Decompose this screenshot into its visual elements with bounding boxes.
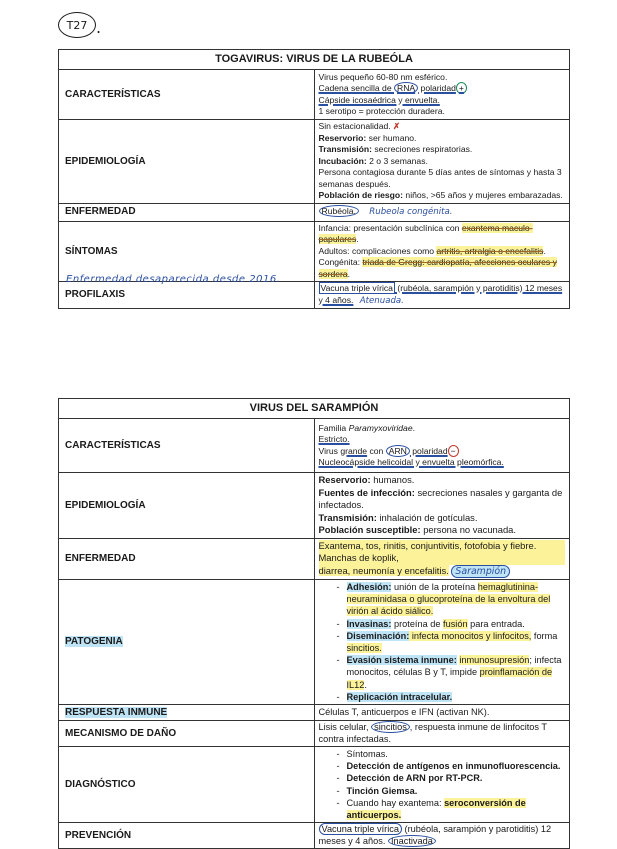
sar-patogenia-label-text: PATOGENIA [65, 636, 123, 648]
rubeola-enfermedad-value: Rubéola. [319, 205, 359, 217]
sar-arn-circled: ARN [386, 445, 410, 457]
sar-pat-text: para entrada. [467, 618, 525, 629]
sar-diag-bullet-2 [319, 760, 566, 772]
sar-mec-text: Lisis celular, [318, 722, 372, 733]
sar-inactivada-circled: Inactivada [388, 835, 436, 847]
sar-pat-text: ; infecta monocitos, células B y T, impide [346, 655, 562, 678]
rubeola-profilaxis-cell [314, 282, 570, 309]
sar-car-text: Familia [318, 422, 349, 433]
rubeola-table [58, 49, 570, 309]
sar-pat-text: forma [531, 630, 558, 641]
page-tag [58, 12, 96, 38]
sar-prev-text: (rubéola, sarampión y parotiditis) 12 meses y 4 años. [318, 824, 552, 846]
handwritten-note: Enfermedad desaparecida desde 2016. [66, 274, 281, 285]
rubeola-sint-highlight: exantema maculo-papulares [318, 222, 533, 244]
rubeola-rna-circled: RNA [394, 82, 418, 94]
sar-car-line-3 [319, 446, 566, 458]
sarampion-respuesta-label [59, 705, 315, 721]
sar-pat-key: Adhesión: [346, 582, 392, 592]
rubeola-sint-text: . [347, 268, 351, 279]
rubeola-car-text: Cadena sencilla de [318, 83, 394, 93]
sar-pat-highlight: hemaglutinina-neuraminidasa o glucoproteína de la envoltura del virión al ácido siálico. [346, 582, 551, 617]
sarampion-diagnostico-cell [314, 747, 570, 823]
sar-pat-key: Invasinas: [346, 618, 392, 629]
sar-diag-bullet-4 [319, 785, 566, 797]
sarampion-mecanismo-cell [314, 721, 570, 747]
rubeola-car-line-1: Virus pequeño 60-80 nm esférico. [318, 71, 448, 82]
rubeola-epi-value: secreciones respiratorias. [371, 144, 473, 154]
rubeola-epi-line-1 [319, 121, 566, 133]
sar-epi-line-1 [319, 474, 566, 487]
sar-car-text: Virus [318, 445, 341, 456]
rubeola-car-line-4: 1 serotipo = protección duradera. [318, 106, 445, 116]
rubeola-sintomas-cell [314, 221, 570, 282]
rubeola-sint-text: Adultos: complicaciones como [318, 245, 437, 256]
sar-epi-value: inhalación de gotículas. [376, 511, 478, 523]
sar-pat-key: Evasión sistema inmune: [346, 655, 457, 666]
sar-pat-bullet-1 [319, 581, 566, 618]
sar-pat-highlight: inmunosupresión [459, 655, 530, 666]
rubeola-polaridad: polaridad [418, 83, 456, 93]
sar-car-line-4: Nucleocápside helicoidal y envuelta pleomórfica. [318, 457, 504, 467]
sar-car-polaridad: polaridad [409, 445, 448, 456]
sarampion-diagnostico-label: DIAGNÓSTICO [59, 747, 315, 823]
rubeola-epi-value: niños, >65 años y mujeres embarazadas. [403, 190, 563, 200]
sar-polaridad-sign: − [448, 445, 459, 457]
sarampion-table [58, 398, 570, 849]
rubeola-epi-value: ser humano. [366, 132, 417, 143]
sar-diag-highlight: seroconversión de anticuerpos. [346, 797, 526, 821]
sar-enf-line-2 [319, 565, 566, 579]
sar-pat-highlight: proinflamación de IL12 [346, 667, 553, 690]
rubeola-profilaxis-label: PROFILAXIS [59, 282, 315, 309]
sar-diag-bullet-5 [319, 797, 566, 821]
sarampion-mecanismo-label: MECANISMO DE DAÑO [59, 721, 315, 747]
sar-pat-key: Diseminación: [346, 630, 410, 641]
rubeola-vacuna-boxed: Vacuna triple vírica [320, 283, 393, 293]
rubeola-sint-text: . [356, 234, 359, 244]
sar-mec-text: , respuesta inmune de linfocitos T contra infectadas. [318, 722, 547, 744]
rubeola-epi-line-6 [319, 190, 566, 202]
sar-epi-key: Población susceptible: [318, 524, 421, 535]
sar-car-estricto: Estricto. [318, 434, 350, 444]
sar-pat-key: Replicación intracelular. [346, 691, 453, 702]
sar-pat-text: proteína de [391, 618, 444, 629]
rubeola-sint-highlight: triada de Gregg: cardiopatía, afecciones oculares y sordera [318, 257, 557, 279]
sarampion-enfermedad-label: ENFERMEDAD [59, 538, 315, 580]
rubeola-sint-text: . [543, 245, 546, 256]
sar-enf-line-1: Exantema, tos, rinitis, conjuntivitis, fotofobia y fiebre. Manchas de koplik, [319, 540, 566, 565]
rubeola-car-line-3: Cápside icosaédrica y envuelta. [318, 94, 440, 105]
sarampion-epidemiologia-cell [314, 473, 570, 539]
sar-epi-key: Fuentes de infección: [318, 486, 415, 498]
rubeola-epi-line-3 [319, 144, 566, 156]
sar-diag-text: Detección de ARN por RT-PCR. [346, 773, 483, 784]
sarampion-caracteristicas-label: CARACTERÍSTICAS [59, 419, 315, 473]
sar-diag-bullet-3 [319, 772, 566, 784]
sar-epi-line-3 [319, 512, 566, 525]
sarampion-patogenia-cell [314, 580, 570, 705]
page-tag-text: T27 [66, 18, 88, 32]
page-tag-dot: . [96, 18, 102, 37]
sar-car-text: . [412, 422, 415, 433]
sar-respuesta-label-text: RESPUESTA INMUNE [65, 706, 168, 718]
rubeola-epi-line-5: Persona contagiosa durante 5 días antes de síntomas y hasta 3 semanas después. [318, 167, 562, 189]
rubeola-sint-text: Infancia: presentación subclínica con [318, 222, 462, 233]
rubeola-epidemiologia-cell [314, 120, 570, 204]
sar-car-line-2 [319, 434, 566, 446]
sar-pat-bullet-2 [319, 618, 566, 630]
rubeola-car-line-2 [319, 83, 566, 95]
sarampion-prevencion-cell [314, 823, 570, 849]
rubeola-polaridad-sign: + [456, 82, 467, 94]
rubeola-caracteristicas-label: CARACTERÍSTICAS [59, 70, 315, 120]
sar-pat-text: unión de la proteína [391, 582, 478, 592]
sar-pat-bullet-5 [319, 691, 566, 703]
sar-car-grande: grande [340, 445, 368, 456]
rubeola-profilaxis-text: (rubéola, sarampión y parotiditis) 12 meses y 4 años. [318, 283, 563, 305]
sar-pat-highlight: infecta monocitos y linfocitos, [409, 630, 532, 641]
rubeola-epi-key: Reservorio: [318, 132, 367, 143]
rubeola-sint-line-1 [319, 223, 566, 246]
sarampion-title: VIRUS DEL SARAMPIÓN [59, 399, 570, 419]
rubeola-epi-line-4 [319, 156, 566, 168]
sar-handwritten-sarampion: Sarampión [451, 565, 510, 578]
cross-mark-icon: ✗ [393, 121, 401, 131]
sar-pat-highlight: sincitios. [346, 643, 382, 654]
rubeola-enfermedad-label: ENFERMEDAD [59, 203, 315, 221]
rubeola-epi-line-2 [319, 133, 566, 145]
sarampion-enfermedad-cell [314, 538, 570, 580]
sarampion-patogenia-label [59, 580, 315, 705]
rubeola-title: TOGAVIRUS: VIRUS DE LA RUBEÓLA [59, 50, 570, 70]
rubeola-epi-value: 2 o 3 semanas. [366, 155, 428, 166]
sar-diag-text: Detección de antígenos en inmunofluorescencia. [346, 761, 561, 772]
sar-car-line-1 [319, 423, 566, 435]
rubeola-sint-text: Congénita: [318, 257, 363, 267]
rubeola-caracteristicas-cell [314, 70, 570, 120]
sar-epi-key: Reservorio: [318, 474, 371, 485]
sar-car-text: con [367, 445, 386, 456]
sar-pat-bullet-4 [319, 654, 566, 691]
sarampion-caracteristicas-cell [314, 419, 570, 473]
sar-pat-bullet-3 [319, 630, 566, 654]
sar-enf-text: diarrea, neumonía y encefalitis. [318, 564, 449, 576]
rubeola-handwritten-congenita: Rubeola congénita. [369, 206, 453, 217]
rubeola-epi-key: Transmisión: [318, 144, 372, 154]
rubeola-sint-highlight: artritis, artralgia o encefalitis [436, 245, 544, 256]
sar-epi-value: persona no vacunada. [420, 524, 516, 535]
sar-epi-value: humanos. [370, 474, 415, 485]
rubeola-sint-line-3 [319, 257, 566, 280]
sar-car-family: Paramyxoviridae [348, 422, 413, 433]
sar-epi-key: Transmisión: [318, 511, 377, 523]
sar-sincitios-circled: sincitios [371, 721, 410, 733]
rubeola-sintomas-label: SÍNTOMAS [59, 221, 315, 282]
sarampion-epidemiologia-label: EPIDEMIOLOGÍA [59, 473, 315, 539]
rubeola-epi-key: Población de riesgo: [318, 190, 404, 200]
sar-epi-line-2 [319, 487, 566, 512]
sar-vacuna-circled: Vacuna triple vírica [319, 823, 402, 835]
sar-epi-value: secreciones nasales y garganta de infectados. [318, 486, 563, 510]
sar-diag-bullet-1: - Síntomas. [319, 748, 566, 760]
rubeola-handwritten-atenuada: Atenuada. [359, 295, 404, 306]
rubeola-sint-line-2 [319, 246, 566, 258]
sar-diag-text: Tinción Giemsa. [346, 785, 418, 796]
sarampion-respuesta-cell: Células T, anticuerpos e IFN (activan NK). [314, 705, 570, 721]
rubeola-epi-text: Sin estacionalidad. [318, 121, 391, 131]
rubeola-epidemiologia-label: EPIDEMIOLOGÍA [59, 120, 315, 204]
sar-pat-highlight: fusión [443, 618, 468, 629]
rubeola-epi-key: Incubación: [318, 155, 367, 166]
sarampion-prevencion-label: PREVENCIÓN [59, 823, 315, 849]
sar-epi-line-4 [319, 524, 566, 537]
sar-pat-text: . [364, 679, 367, 690]
rubeola-enfermedad-cell [314, 203, 570, 221]
sar-diag-text: Cuando hay exantema: [346, 797, 445, 808]
